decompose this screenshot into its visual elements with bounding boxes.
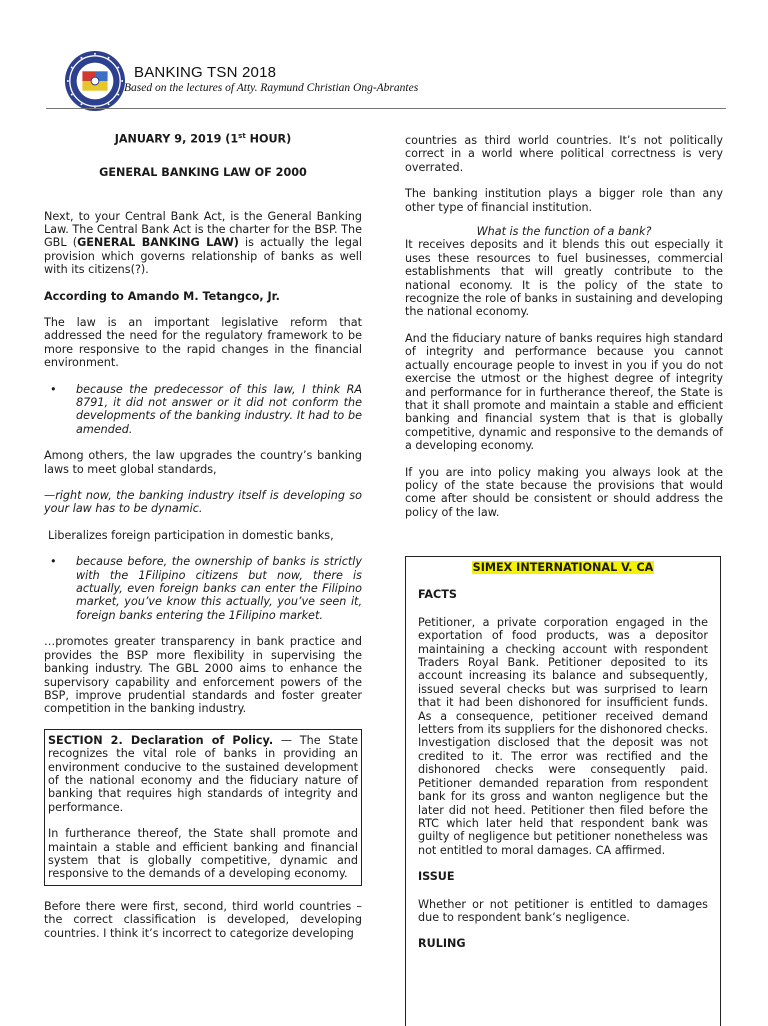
paragraph: Next, to your Central Bank Act, is the General Banking Law. The Central Bank Act is the charter for the BSP. The GBL (GENERAL BANKING LAW) is actually the legal provision which governs relationship of banks as well with its citizens(?).: [44, 209, 362, 277]
paragraph: —right now, the banking industry itself is developing so your law has to be dynamic.: [44, 489, 362, 516]
list-item: • because the predecessor of this law, I think RA 8791, it did not answer or it did not conform the developments of the banking industry. It had to be amended.: [44, 383, 362, 437]
paragraph: And the fiduciary nature of banks requires high standard of integrity and performance because you cannot actually encourage people to invest in you if you do not exercise the utmost or the highest degree of integrity and performance for in furtherance thereof, the State is that it shall promote and maintain a stable and efficient banking and financial system that is that is globally competitive, dynamic and responsive to the demands of a developing economy.: [405, 331, 723, 453]
document-title: BANKING TSN 2018: [134, 64, 277, 81]
facts-text: Petitioner, a private corporation engaged in the exportation of food products, was a depositor maintaining a checking account with respondent Traders Royal Bank. Petitioner deposited to its account increasing its balance and subsequently, issued several checks but was surprised to learn that it had been dishonored for insufficient funds. As a consequence, petitioner received demand letters from its suppliers for the dishonored checks. Investigation disclosed that the deposit was not credited to it. The error was rectified and the dishonored checks were consequently paid. Petitioner demanded reparation from respondent bank for its gross and wanton negligence but the later did not heed. Petitioner then filed before the RTC which later held that respondent bank was guilty of negligence but petitioner nonetheless was not entitled to moral damages. CA affirmed.: [418, 615, 708, 857]
left-column: [44, 130, 362, 953]
provision-paragraph: In furtherance thereof, the State shall promote and maintain a stable and efficient banking and financial system that is globally competitive, dynamic and responsive to the demands of a developing economy.: [48, 827, 358, 881]
attribution-heading: According to Amando M. Tetangco, Jr.: [44, 289, 280, 303]
list-item: • because before, the ownership of banks is strictly with the 1Filipino citizens but now, there is actually, even foreign banks can enter the Filipino market, you’ve know this actually, you’ve seen it, foreign banks entering the 1Filipino market.: [44, 555, 362, 622]
paragraph: Among others, the law upgrades the country’s banking laws to meet global standards,: [44, 449, 362, 476]
law-provision-box: [44, 729, 362, 886]
issue-heading: ISSUE: [418, 870, 455, 884]
right-column: [405, 134, 723, 532]
paragraph: …promotes greater transparency in bank practice and provides the BSP more flexibility in supervising the banking industry. The GBL 2000 aims to enhance the supervisory capability and enforcement powers of the BSP, improve prudential standards and foster greater competition in the banking industry.: [44, 635, 362, 716]
paragraph: The law is an important legislative reform that addressed the need for the regulatory framework to be more responsive to the rapid changes in the financial environment.: [44, 315, 362, 370]
header-divider: [46, 108, 726, 109]
paragraph: Before there were first, second, third world countries – the correct classification is developed, developing countries. I think it’s incorrect to categorize developing: [44, 899, 362, 940]
bullet-list: [44, 555, 362, 622]
document-subtitle: Based on the lectures of Atty. Raymund Christian Ong-Abrantes: [124, 82, 419, 94]
ruling-heading: RULING: [418, 937, 466, 951]
question-heading: What is the function of a bank?: [476, 225, 652, 239]
section-heading: GENERAL BANKING LAW OF 2000: [99, 166, 307, 180]
facts-heading: FACTS: [418, 588, 457, 602]
issue-text: Whether or not petitioner is entitled to damages due to respondent bank’s negligence.: [418, 897, 708, 924]
session-date: JANUARY 9, 2019 (1st HOUR): [114, 132, 292, 146]
paragraph: The banking institution plays a bigger role than any other type of financial institution.: [405, 187, 723, 214]
paragraph: Liberalizes foreign participation in domestic banks,: [48, 528, 334, 542]
bullet-list: [44, 383, 362, 437]
paragraph: If you are into policy making you always look at the policy of the state because the provisions that would come after should be consistent or should address the policy of the law.: [405, 465, 723, 519]
case-digest-box: [405, 556, 721, 1026]
provision-paragraph: SECTION 2. Declaration of Policy. — The State recognizes the vital role of banks in providing an environment conducive to the sustained development of the national economy and the fiduciary nature of banking that requires high standards of integrity and performance.: [48, 733, 358, 814]
university-seal-icon: [64, 50, 126, 112]
paragraph: It receives deposits and it blends this out especially it uses these resources to fuel businesses, commercial establishments that will greatly contribute to the national economy. It is the policy of the state to recognize the role of banks in sustaining and developing the national economy.: [405, 238, 723, 319]
paragraph: countries as third world countries. It’s not politically correct in a world where political correctness is very overrated.: [405, 134, 723, 174]
case-title: SIMEX INTERNATIONAL V. CA: [472, 561, 654, 574]
